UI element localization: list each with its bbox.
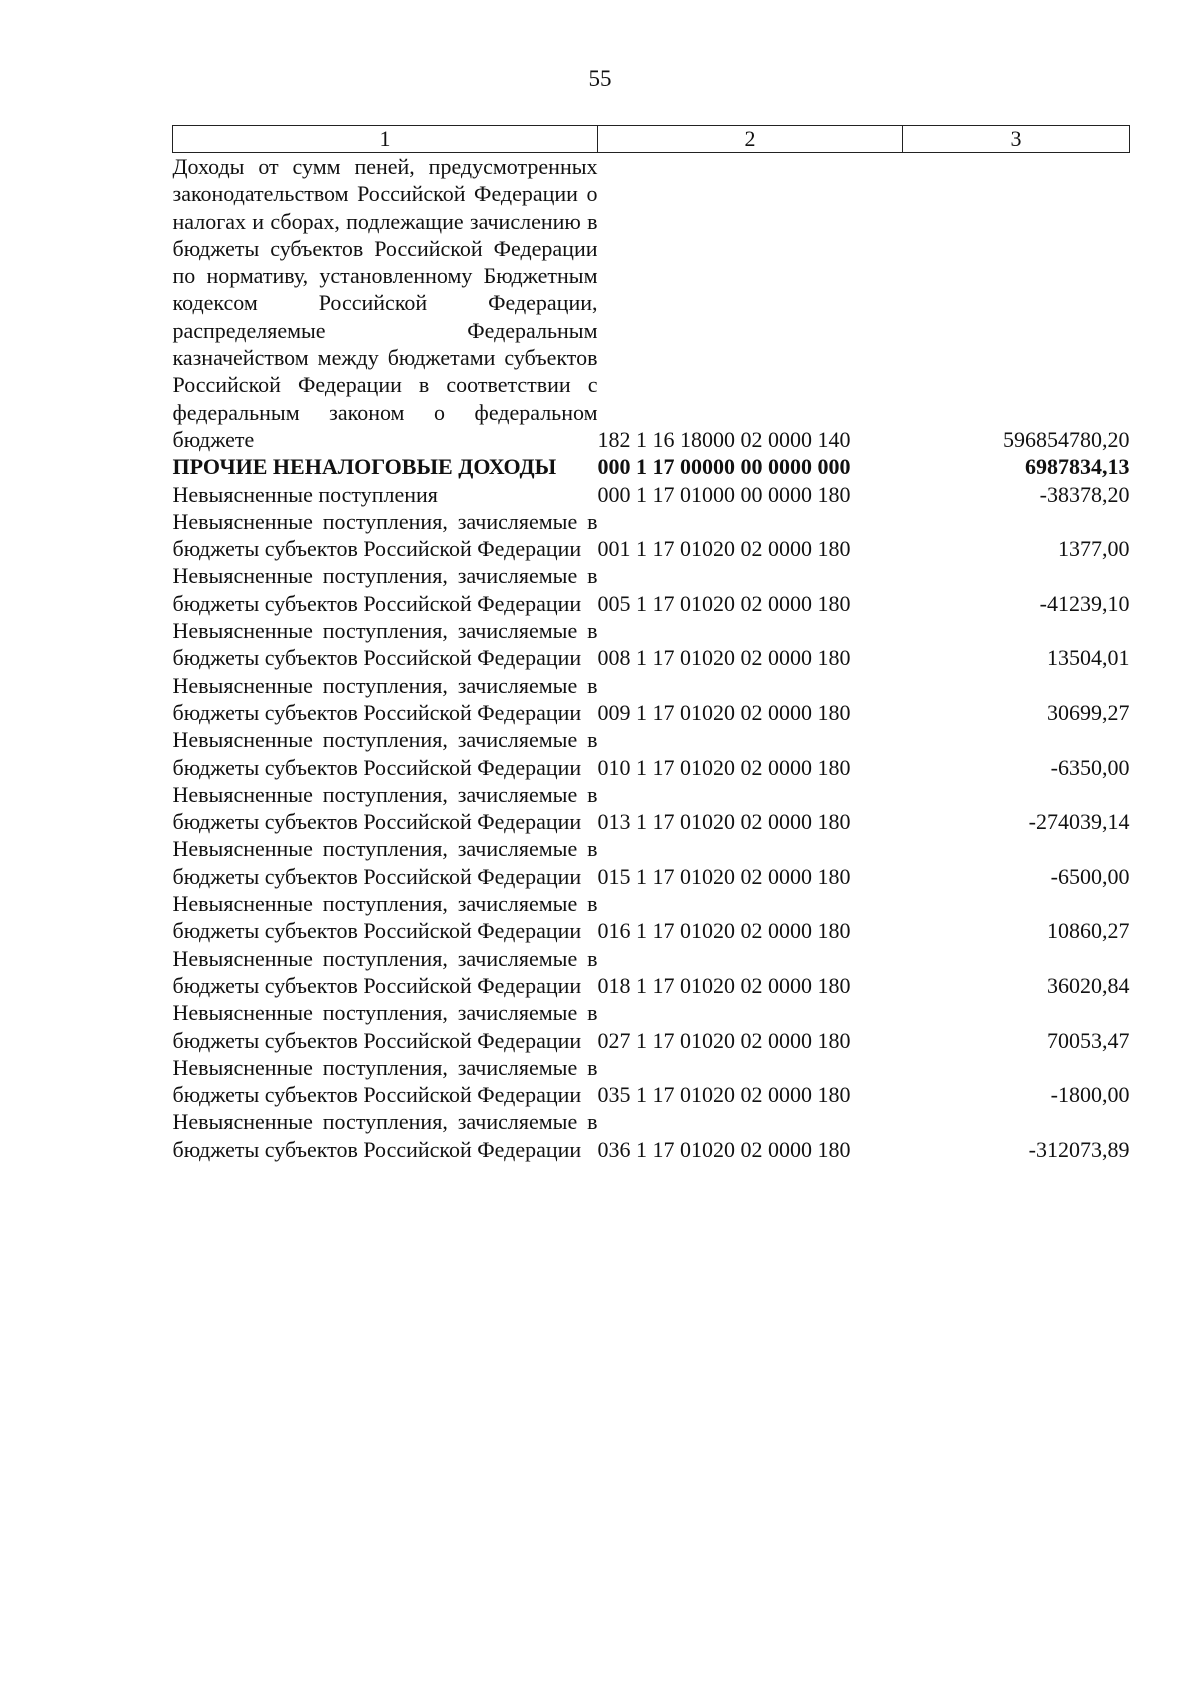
table-row <box>173 999 1130 1054</box>
table-row <box>173 945 1130 1000</box>
row-budget-code: 027 1 17 01020 02 0000 180 <box>597 1027 851 1053</box>
row-budget-code: 005 1 17 01020 02 0000 180 <box>597 590 851 616</box>
row-amount: 596854780,20 <box>1003 426 1130 452</box>
row-description: ПРОЧИЕ НЕНАЛОГОВЫЕ ДОХОДЫ <box>172 454 557 480</box>
row-budget-code: 018 1 17 01020 02 0000 180 <box>597 972 851 998</box>
table-row <box>173 562 1130 617</box>
row-amount: 36020,84 <box>1047 972 1130 998</box>
header-col-1: 1 <box>173 126 598 153</box>
row-budget-code: 035 1 17 01020 02 0000 180 <box>597 1082 851 1108</box>
table-row <box>173 617 1130 672</box>
row-budget-code: 000 1 17 01000 00 0000 180 <box>597 481 851 507</box>
row-description: Невыясненные поступления, зачисляемые в бюджеты субъектов Российской Федерации <box>172 563 598 616</box>
header-row <box>173 126 1130 153</box>
table-header <box>173 126 1130 153</box>
row-budget-code: 000 1 17 00000 00 0000 000 <box>597 454 851 480</box>
table-row <box>173 153 1130 454</box>
row-budget-code: 016 1 17 01020 02 0000 180 <box>597 918 851 944</box>
row-amount: 6987834,13 <box>1025 454 1130 480</box>
table-row <box>173 481 1130 508</box>
row-budget-code: 009 1 17 01020 02 0000 180 <box>597 699 851 725</box>
row-budget-code: 015 1 17 01020 02 0000 180 <box>597 863 851 889</box>
table-row <box>173 1108 1130 1163</box>
row-budget-code: 008 1 17 01020 02 0000 180 <box>597 645 851 671</box>
row-amount: -41239,10 <box>1039 590 1130 616</box>
table-body <box>173 153 1130 1163</box>
row-description: Невыясненные поступления <box>172 481 438 507</box>
row-budget-code: 013 1 17 01020 02 0000 180 <box>597 809 851 835</box>
row-amount: -38378,20 <box>1039 481 1130 507</box>
row-amount: -6500,00 <box>1050 863 1130 889</box>
revenue-table <box>172 125 1130 1163</box>
row-amount: 70053,47 <box>1047 1027 1130 1053</box>
table-row <box>173 835 1130 890</box>
row-description: Доходы от сумм пеней, предусмотренных законодательством Российской Федерации о налогах и сборах, подлежащие зачислению в бюджеты субъектов Российской Федерации по нормативу, установленному Бюджетным кодексом Российской Федерации, распределяемые Федеральным казначейством между бюджетами субъектов Российской Федерации в соответствии с федеральным законом о федеральном бюджете <box>172 154 598 452</box>
row-description: Невыясненные поступления, зачисляемые в бюджеты субъектов Российской Федерации <box>172 672 598 725</box>
row-description: Невыясненные поступления, зачисляемые в бюджеты субъектов Российской Федерации <box>172 836 598 889</box>
row-description: Невыясненные поступления, зачисляемые в бюджеты субъектов Российской Федерации <box>172 727 598 780</box>
row-amount: 10860,27 <box>1047 918 1130 944</box>
row-description: Невыясненные поступления, зачисляемые в бюджеты субъектов Российской Федерации <box>172 618 598 671</box>
table-row <box>173 781 1130 836</box>
row-description: Невыясненные поступления, зачисляемые в бюджеты субъектов Российской Федерации <box>172 1000 598 1053</box>
table-row <box>173 672 1130 727</box>
row-description: Невыясненные поступления, зачисляемые в бюджеты субъектов Российской Федерации <box>172 891 598 944</box>
table-row <box>173 726 1130 781</box>
row-budget-code: 010 1 17 01020 02 0000 180 <box>597 754 851 780</box>
row-amount: -274039,14 <box>1028 809 1130 835</box>
row-budget-code: 036 1 17 01020 02 0000 180 <box>597 1136 851 1162</box>
table-row <box>173 508 1130 563</box>
row-budget-code: 182 1 16 18000 02 0000 140 <box>597 426 851 452</box>
table-row <box>173 890 1130 945</box>
header-col-2: 2 <box>598 126 903 153</box>
row-amount: 1377,00 <box>1058 536 1130 562</box>
row-budget-code: 001 1 17 01020 02 0000 180 <box>597 536 851 562</box>
page-number: 55 <box>588 66 612 91</box>
row-amount: -312073,89 <box>1028 1136 1130 1162</box>
row-amount: 13504,01 <box>1047 645 1130 671</box>
row-description: Невыясненные поступления, зачисляемые в бюджеты субъектов Российской Федерации <box>172 1054 598 1108</box>
row-description: Невыясненные поступления, зачисляемые в бюджеты субъектов Российской Федерации <box>172 1109 598 1162</box>
row-description: Невыясненные поступления, зачисляемые в бюджеты субъектов Российской Федерации <box>172 781 598 835</box>
row-amount: -1800,00 <box>1050 1082 1130 1108</box>
row-amount: -6350,00 <box>1050 754 1130 780</box>
table-row <box>173 1054 1130 1109</box>
table-row <box>173 453 1130 480</box>
row-amount: 30699,27 <box>1047 699 1130 725</box>
row-description: Невыясненные поступления, зачисляемые в бюджеты субъектов Российской Федерации <box>172 945 598 998</box>
header-col-3: 3 <box>903 126 1130 153</box>
row-description: Невыясненные поступления, зачисляемые в бюджеты субъектов Российской Федерации <box>172 508 598 562</box>
